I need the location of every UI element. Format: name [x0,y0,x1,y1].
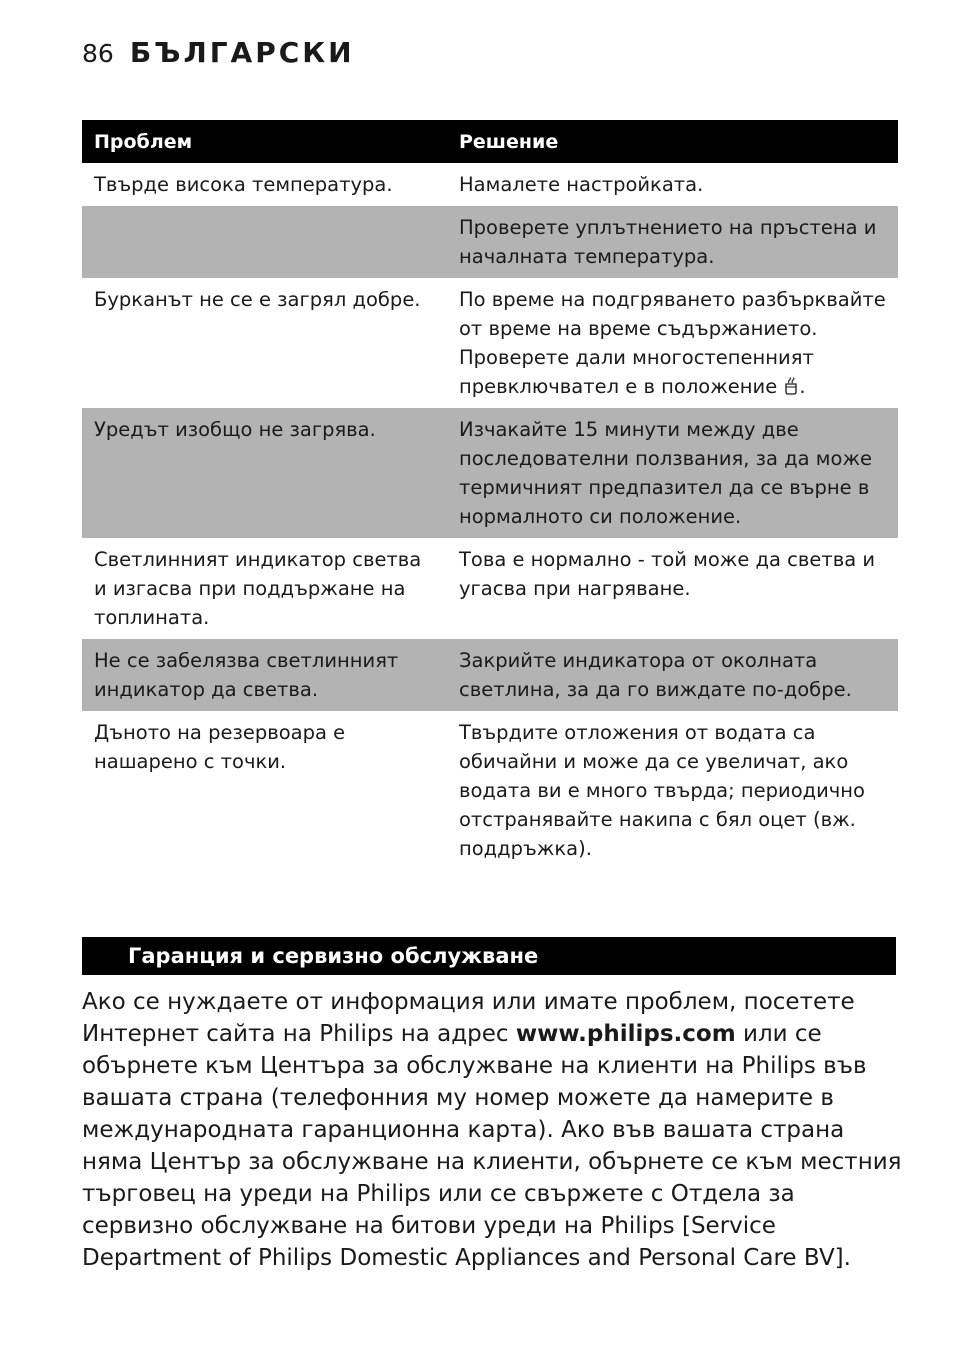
problem-cell: Уредът изобщо не загрява. [82,408,447,538]
solution-cell: Твърдите отложения от водата са обичайни и може да се увеличат, ако водата ви е много твърда; периодично отстранявайте накипа с бял оцет (вж. поддръжка). [459,721,865,860]
section-heading-warranty: Гаранция и сервизно обслужване [82,937,896,975]
solution-cell: Изчакайте 15 минути между две последователни ползвания, за да може термичният предпазител да се върне в нормалното си положение. [447,408,898,538]
solution-cell [447,278,898,408]
warranty-text-end: или се обърнете към Центъра за обслужване на клиенти на Philips във вашата страна (телефонния му номер можете да намерите в международната гаранционна карта). Ако във вашата страна няма Център за обслужване на клиенти, обърнете се към местния търговец на уреди на Philips или се свържете с Отдела за сервизно обслужване на битови уреди на Philips [Service Department of Philips Domestic Appliances and Personal Care BV]. [82,1021,902,1271]
problem-cell: Дъното на резервоара е нашарено с точки. [94,721,346,773]
solution-cell: Закрийте индикатора от околната светлина, за да го виждате по-добре. [447,639,898,711]
troubleshooting-table [82,120,898,870]
table-row [82,639,898,711]
column-header-solution: Решение [447,120,898,163]
jar-heating-icon [783,377,799,395]
solution-cell: Проверете уплътнението на пръстена и началната температура. [447,206,898,278]
problem-cell: Бурканът не се е загрял добре. [94,288,421,311]
problem-cell: Не се забелязва светлинният индикатор да светва. [82,639,447,711]
table-row [82,408,898,538]
table-row [82,711,898,870]
solution-cell: Това е нормално - той може да светва и угасва при нагряване. [459,548,876,600]
page-number: 86 [82,39,114,68]
table-row [82,538,898,639]
solution-text-end: . [799,375,806,398]
warranty-text-start: Ако се нуждаете от информация или имате проблем, посетете Интернет сайта на Philips на адрес [82,989,855,1047]
language-title: БЪЛГАРСКИ [129,36,355,69]
solution-cell: Намалете настройката. [459,173,704,196]
warranty-paragraph [82,986,902,1274]
table-row [82,278,898,408]
problem-cell: Твърде висока температура. [94,173,393,196]
table-row [82,206,898,278]
column-header-problem: Проблем [82,120,447,163]
problem-cell [82,206,447,278]
table-row [82,163,898,206]
philips-website-link[interactable]: www.philips.com [515,1021,736,1047]
problem-cell: Светлинният индикатор светва и изгасва при поддържане на топлината. [94,548,422,629]
table-header-row [82,120,898,163]
solution-text: По време на подгряването разбърквайте от време на време съдържанието. Проверете дали многостепенният превключвател е в положение [459,288,886,398]
page-header [82,36,355,76]
